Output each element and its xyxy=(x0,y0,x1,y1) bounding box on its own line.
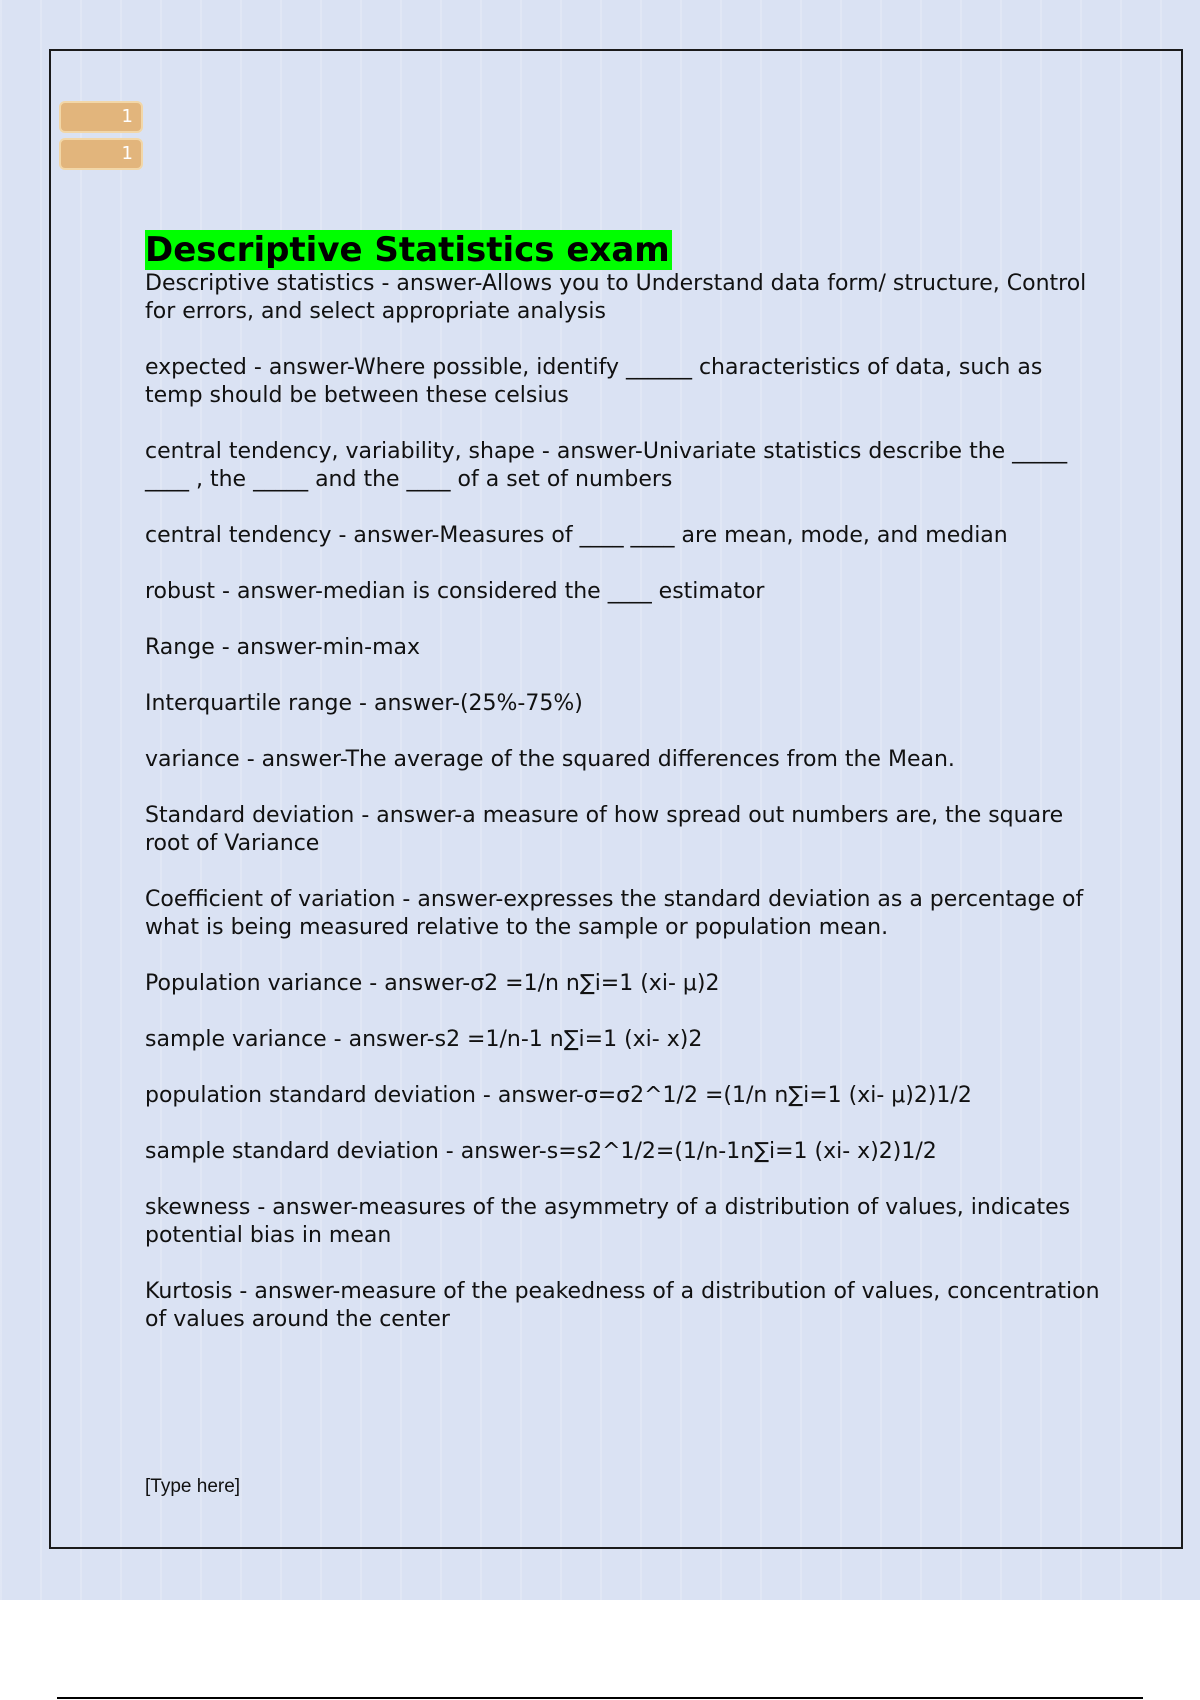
qa-item: sample variance - answer-s2 =1/n-1 n∑i=1 (xi- x)2 xyxy=(145,1027,703,1052)
page-number-badge: 1 xyxy=(59,138,143,170)
page-number-badge: 1 xyxy=(59,101,143,133)
qa-item: Population variance - answer-σ2 =1/n n∑i=1 (xi- μ)2 xyxy=(145,971,720,996)
document-title: Descriptive Statistics exam xyxy=(145,230,670,270)
qa-item: Coefficient of variation - answer-expresses the standard deviation as a percentage of what is being measured relative to the sample or population mean. xyxy=(145,887,1084,940)
qa-item: Range - answer-min-max xyxy=(145,635,420,660)
qa-item: variance - answer-The average of the squared differences from the Mean. xyxy=(145,747,955,772)
bottom-divider xyxy=(57,1697,1143,1699)
qa-item: central tendency - answer-Measures of ____ ____ are mean, mode, and median xyxy=(145,523,1008,548)
qa-item: Standard deviation - answer-a measure of how spread out numbers are, the square root of Variance xyxy=(145,803,1064,856)
qa-item: central tendency, variability, shape - answer-Univariate statistics describe the _____ ____ , the _____ and the ____ of a set of numbers xyxy=(145,439,1068,492)
qa-item: sample standard deviation - answer-s=s2^1/2=(1/n-1n∑i=1 (xi- x)2)1/2 xyxy=(145,1139,937,1164)
qa-item: Kurtosis - answer-measure of the peakedness of a distribution of values, concentration of values around the center xyxy=(145,1279,1100,1332)
qa-item: skewness - answer-measures of the asymmetry of a distribution of values, indicates potential bias in mean xyxy=(145,1195,1071,1248)
qa-item: Descriptive statistics - answer-Allows you to Understand data form/ structure, Control for errors, and select appropriate analysis xyxy=(145,271,1087,324)
question-answer-list xyxy=(145,270,1105,1334)
qa-item: population standard deviation - answer-σ=σ2^1/2 =(1/n n∑i=1 (xi- μ)2)1/2 xyxy=(145,1083,972,1108)
qa-item: expected - answer-Where possible, identify ______ characteristics of data, such as temp should be between these celsius xyxy=(145,355,1043,408)
document-body xyxy=(145,230,1105,1362)
qa-item: robust - answer-median is considered the ____ estimator xyxy=(145,579,765,604)
footer-placeholder[interactable]: [Type here] xyxy=(145,1476,241,1497)
qa-item: Interquartile range - answer-(25%-75%) xyxy=(145,691,583,716)
